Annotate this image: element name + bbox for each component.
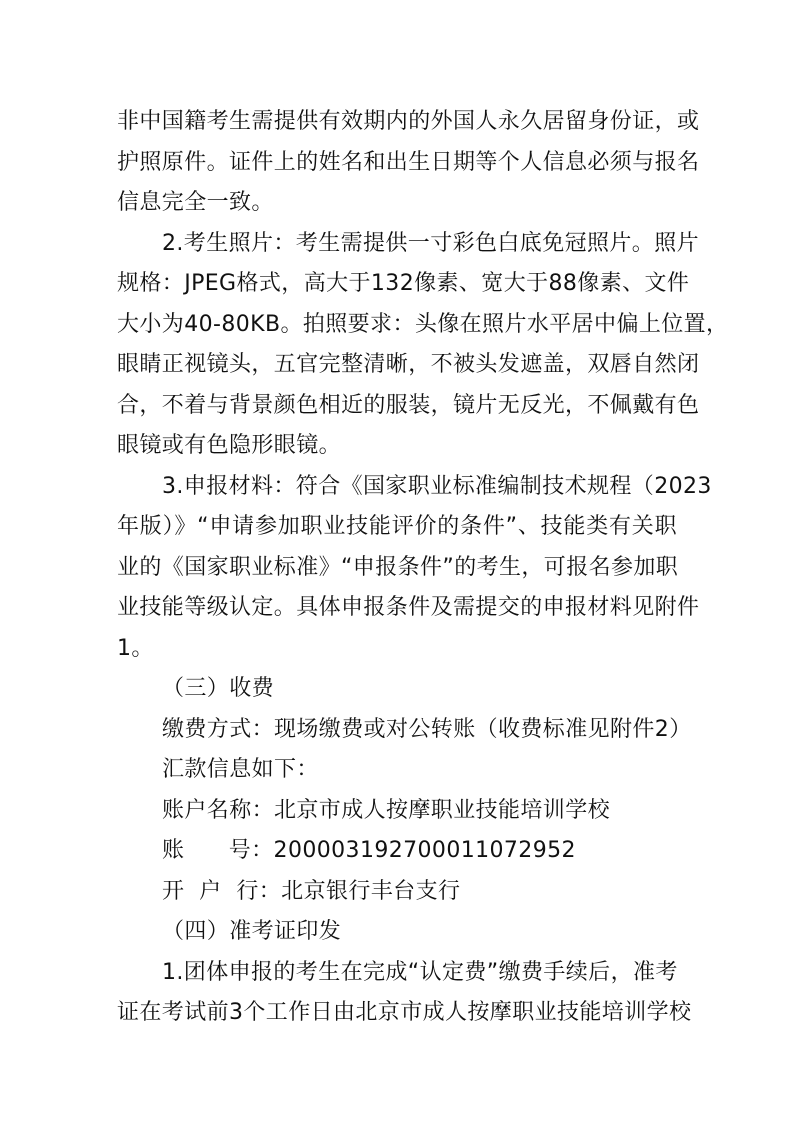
paragraph-line: 眼镜或有色隐形眼镜。 — [117, 433, 342, 458]
paragraph-line: 1。 — [117, 636, 154, 661]
paragraph-line: 合，不着与背景颜色相近的服装，镜片无反光，不佩戴有色 — [117, 393, 700, 418]
paragraph-line: 眼睛正视镜头，五官完整清晰，不被头发遮盖，双唇自然闭 — [117, 352, 700, 377]
paragraph-line: 非中国籍考生需提供有效期内的外国人永久居留身份证，或 — [117, 109, 700, 134]
account-name-line: 账户名称：北京市成人按摩职业技能培训学校 — [162, 798, 611, 823]
paragraph-line: 2.考生照片：考生需提供一寸彩色白底免冠照片。照片 — [162, 231, 699, 256]
paragraph-line: 业的《国家职业标准》“申报条件”的考生，可报名参加职 — [117, 555, 679, 580]
paragraph-line: 护照原件。证件上的姓名和出生日期等个人信息必须与报名 — [117, 150, 700, 175]
paragraph-line: 信息完全一致。 — [117, 190, 274, 215]
account-number-line: 账 号：200003192700011072952 — [162, 838, 576, 863]
paragraph-line: 3.申报材料：符合《国家职业标准编制技术规程（2023 — [162, 474, 712, 499]
section-heading: （三）收费 — [162, 676, 275, 701]
paragraph-line: 规格：JPEG格式，高大于132像素、宽大于88像素、文件 — [117, 271, 690, 296]
paragraph-line: 业技能等级认定。具体申报条件及需提交的申报材料见附件 — [117, 595, 700, 620]
section-heading: （四）准考证印发 — [162, 919, 342, 944]
paragraph-line: 年版）》“申请参加职业技能评价的条件”、技能类有关职 — [117, 514, 677, 539]
paragraph-line: 证在考试前3个工作日由北京市成人按摩职业技能培训学校 — [117, 1000, 692, 1025]
paragraph-line: 汇款信息如下： — [162, 757, 319, 782]
paragraph-line: 缴费方式：现场缴费或对公转账（收费标准见附件2） — [162, 717, 692, 742]
paragraph-line: 1.团体申报的考生在完成“认定费”缴费手续后，准考 — [162, 960, 678, 985]
paragraph-line: 大小为40-80KB。拍照要求：头像在照片水平居中偏上位置， — [117, 312, 729, 337]
bank-branch-line: 开 户 行：北京银行丰台支行 — [162, 879, 461, 904]
